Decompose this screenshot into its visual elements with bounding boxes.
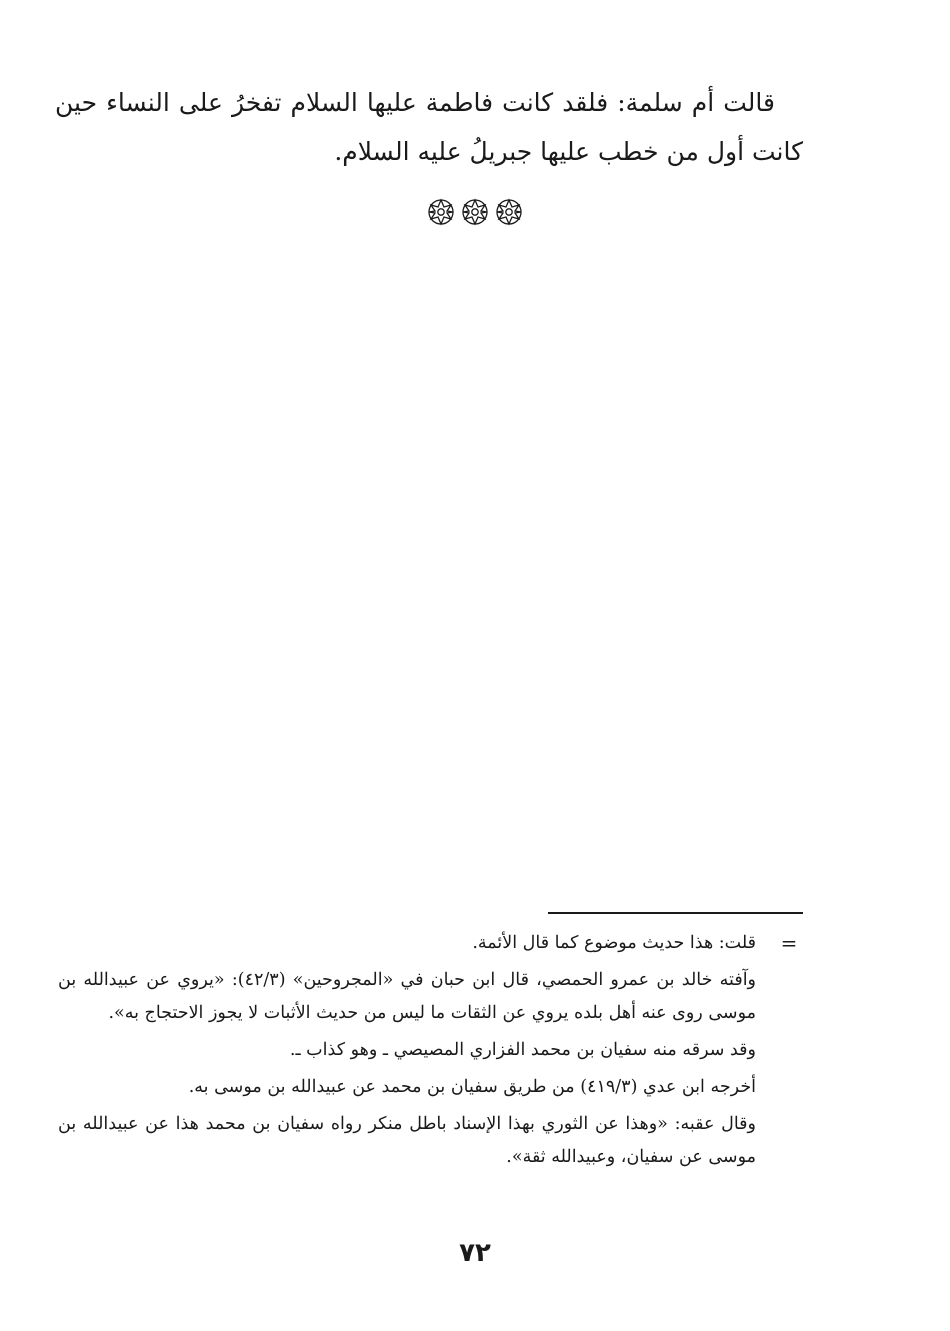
footnote-separator xyxy=(548,912,803,914)
footnote-paragraph: وقد سرقه منه سفيان بن محمد الفزاري المصيصي ـ وهو كذاب ـ. xyxy=(289,1040,756,1060)
footnotes-block xyxy=(58,927,756,1178)
footnote-continuation-marker: = xyxy=(780,931,798,955)
page-number: ٧٢ xyxy=(459,1238,491,1268)
footnote-paragraph: أخرجه ابن عدي (٤١٩/٣) من طريق سفيان بن محمد عن عبيدالله بن موسى به. xyxy=(188,1077,756,1097)
rosette-icon xyxy=(495,198,523,226)
section-divider-ornaments xyxy=(0,198,950,226)
footnote-paragraph: وآفته خالد بن عمرو الحمصي، قال ابن حبان في «المجروحين» (٤٢/٣): «يروي عن عبيدالله بن موسى روى عنه أهل بلده يروي عن الثقات ما ليس من حديث الأثبات لا يجوز الاحتجاج به». xyxy=(58,970,757,1023)
rosette-icon xyxy=(427,198,455,226)
footnote-paragraph: قلت: هذا حديث موضوع كما قال الأئمة. xyxy=(472,933,756,953)
footnote-paragraph: وقال عقبه: «وهذا عن الثوري بهذا الإسناد باطل منكر رواه سفيان بن محمد هذا عن عبيدالله بن موسى عن سفيان، وعبيدالله ثقة». xyxy=(58,1114,756,1167)
rosette-icon xyxy=(461,198,489,226)
main-text-block xyxy=(55,78,803,176)
main-paragraph: قالت أم سلمة: فلقد كانت فاطمة عليها السلام تفخرُ على النساء حين كانت أول من خطب عليها جبريلُ عليه السلام. xyxy=(55,88,803,166)
